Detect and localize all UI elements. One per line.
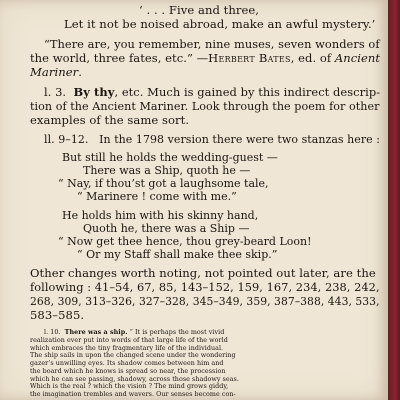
quote-line-1: “There are, you remember, nine muses, seven wonders of [44,37,380,51]
note-l10-term: There was a ship. [64,328,128,336]
note-l10-ref: l. 10. [44,328,61,336]
note-l10-line-3: which embraces the tiny fragmentary life of the individual. [30,343,224,352]
note-l10-line-5: gazer’s unwilling eyes. Its shadow comes between him and [30,359,224,368]
note-l3-line-2: tion of the Ancient Mariner. Look through the poem for other [30,99,380,113]
changes-line-4: 583–585. [30,308,85,322]
note-l3-term: By thy [73,85,115,99]
verse-line-1: ‘ . . . Five and three, [139,3,260,17]
note-l10-line-4: The ship sails in upon the changed scene under the wondering [30,351,236,360]
note-l9-line [44,133,380,146]
quote-title-cont: Mariner [30,65,79,79]
quote-text: the world, three fates, etc.” — [30,51,209,65]
stanza2-line-3: “ Now get thee hence, thou grey-beard Loon! [58,235,312,248]
quote-author: Herbert Bates [208,51,291,65]
note-l3-line-1 [44,86,380,99]
note-l10-line-2: realization ever put into words of that large life of the world [30,335,228,344]
stanza1-line-3: “ Nay, if thou’st got a laughsome tale, [58,177,269,190]
quote-ed: , ed. of [290,51,335,65]
stanza1-line-2: There was a Ship, quoth he — [83,164,251,177]
note-l10-line-7: which he can see passing, shadowy, across those shadowy seas. [30,374,239,383]
changes-line-3: 268, 309, 313–326, 327–328, 345–349, 359, 387–388, 443, 533, [30,294,380,308]
quote-line-2 [30,52,380,65]
quote-title: Ancient [334,51,381,65]
stanza2-line-2: Quoth he, there was a Ship — [83,222,250,235]
note-l10-rest: “ It is perhaps the most vivid [127,328,225,336]
verse-line-2: Let it not be noised abroad, make an awful mystery.’ [64,17,376,31]
note-l10-line-8: Which is the real ? which the vision ? The mind grows giddy, [30,382,229,391]
stanza2-line-4: “ Or my Staff shall make thee skip.” [77,248,278,261]
note-l9-text: In the 1798 version there were two stanzas here : [99,132,381,146]
changes-line-1: Other changes worth noting, not pointed out later, are the [30,266,376,280]
note-l3-line-3: examples of the same sort. [30,113,190,127]
note-l10-line-9: the imagination trembles and wavers. Our senses become con- [30,390,236,399]
note-l3-rest: , etc. Much is gained by this indirect descrip- [114,85,381,99]
changes-line-2: following : 41–54, 67, 85, 143–152, 159, 167, 234, 238, 242, [30,280,380,294]
stanza1-line-1: But still he holds the wedding-guest — [62,151,278,164]
stanza1-line-4: “ Marinere ! come with me.” [77,190,237,203]
note-l10-line-6: the board which he knows is spread so near, the procession [30,366,226,375]
stanza2-line-1: He holds him with his skinny hand, [62,209,259,222]
note-l9-ref: ll. 9–12. [44,132,89,146]
quote-line-3 [30,66,82,79]
quote-end: . [78,65,83,79]
note-l3-ref: l. 3. [44,85,67,99]
